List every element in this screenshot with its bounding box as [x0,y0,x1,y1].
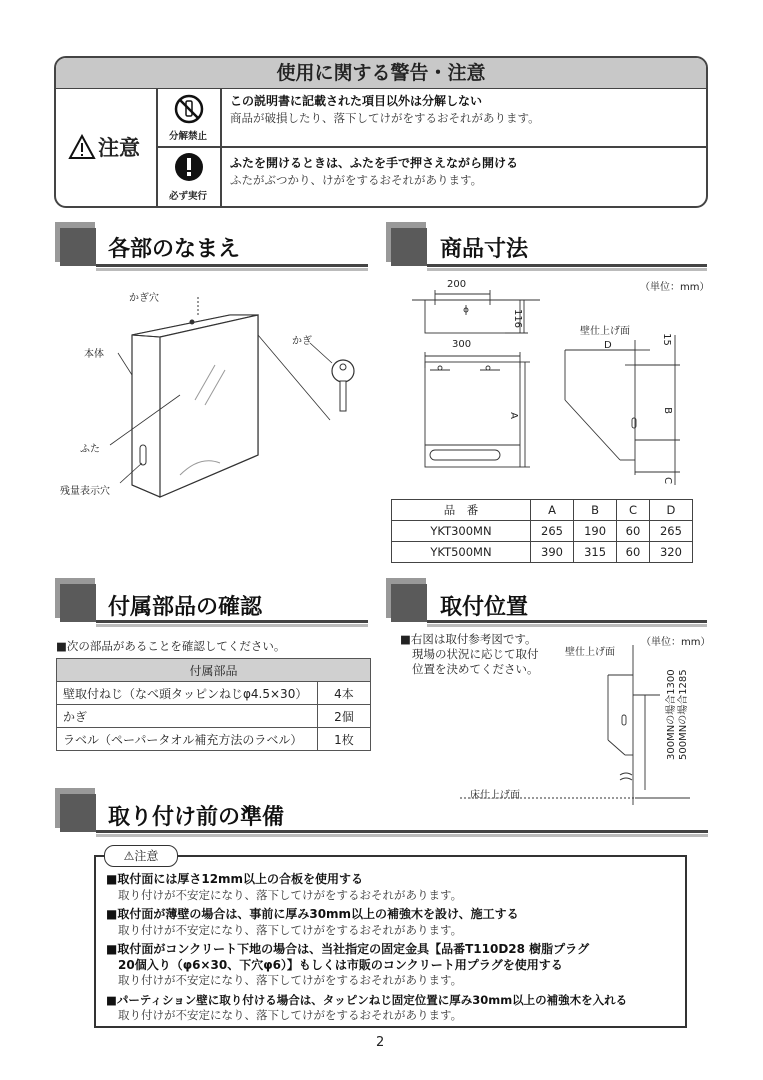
heading-underline [96,624,368,627]
dimension-table [391,499,693,563]
list-item-title: 20個入り（φ6×30、下穴φ6）】もしくは市販のコンクリート用プラグを使用する [118,957,563,972]
heading-mark [60,228,96,266]
heading-underline [96,268,368,271]
list-item-body: 取り付けが不安定になり、落下してけがをするおそれがあります。 [118,922,463,937]
table-row: YKT300MN 265 190 60 265 [392,521,693,542]
label-lid: ふた [80,444,100,455]
list-item-title: ■パーティション壁に取り付ける場合は、タッピンねじ固定位置に厚み30mm以上の補強木を入れる [106,992,628,1007]
list-item-title: ■取付面が薄壁の場合は、事前に厚み30mm以上の補強木を設け、施工する [106,907,519,921]
section-title: 付属部品の確認 [108,595,263,620]
table-header-row: 品 番 A B C D [392,500,693,521]
table-row: かぎ 2個 [57,705,371,728]
heading-underline [96,264,368,267]
label-key: かぎ [292,336,312,347]
section-title: 商品寸法 [440,237,529,262]
section-title: 各部のなまえ [108,237,241,262]
list-item-body: 取り付けが不安定になり、落下してけがをするおそれがあります。 [118,973,463,987]
dim-label: 116 [512,308,524,329]
floor-finish-label: 床仕上げ面 [470,790,520,801]
dimension-diagram [400,280,700,490]
icon-label: 必ず実行 [168,191,207,202]
wall-finish-label: 壁仕上げ面 [565,647,615,658]
dim-label: A [507,412,519,419]
list-item-title: ■取付面には厚さ12mm以上の合板を使用する [106,872,364,886]
mandatory-action-icon [174,152,204,182]
preparation-list [106,872,627,1024]
heading-underline [96,620,368,623]
heading-underline [427,264,707,267]
table-row: 壁取付ねじ（なべ頭タッピンねじφ4.5×30） 4本 [57,682,371,705]
dim-label: C [661,477,673,484]
section-title: 取り付け前の準備 [108,805,285,830]
height-label-500: 500MNの場合1285 [678,669,689,760]
table-header-row: 付属部品 [57,659,371,682]
dim-label: 200 [447,279,467,290]
label-keyhole: かぎ穴 [129,293,159,304]
heading-mark [60,584,96,622]
dim-label: 300 [452,339,472,350]
heading-underline [96,830,708,833]
unit-label: （単位：mm） [641,637,711,648]
warning-triangle-icon [68,134,96,160]
heading-underline [427,624,707,627]
divider [220,88,222,208]
heading-mark [391,228,427,266]
warning-triangle-icon: ⚠ [123,849,135,863]
warning-title: この説明書に記載された項目以外は分解しない [230,94,483,108]
heading-underline [427,620,707,623]
warning-header: 使用に関する警告・注意 [56,58,706,89]
caution-tag: ⚠注意 [104,845,178,867]
list-item-body: 取り付けが不安定になり、落下してけがをするおそれがあります。 [118,1008,463,1022]
warning-body: 商品が破損したり、落下してけがをするおそれがあります。 [230,111,540,125]
wall-finish-label: 壁仕上げ面 [580,326,630,337]
heading-underline [427,268,707,271]
accessories-table [56,658,371,751]
caution-label: 注意 [66,132,154,162]
page-number: 2 [376,1035,385,1050]
warning-box [54,56,708,208]
icon-label: 分解禁止 [168,131,207,142]
parts-diagram [60,285,370,515]
divider [156,146,708,148]
heading-mark [391,584,427,622]
key-icon [332,360,354,411]
section-title: 取付位置 [440,595,529,620]
dim-label: 15 [660,333,672,346]
warning-title: ふたを開けるときは、ふたを手で押さえながら開ける [230,156,519,170]
list-item-body: 取り付けが不安定になり、落下してけがをするおそれがあります。 [118,887,463,902]
unit-label: （単位：mm） [640,282,710,293]
label-body: 本体 [84,349,104,360]
accessories-intro: ■次の部品があることを確認してください。 [56,639,286,653]
warning-body: ふたがぶつかり、けがをするおそれがあります。 [230,173,483,187]
list-item-title: ■取付面がコンクリート下地の場合は、当社指定の固定金具【品番T110D28 樹脂プラグ [106,942,590,956]
label-indicator: 残量表示穴 [60,486,110,497]
height-label-300: 300MNの場合1300 [666,669,677,760]
dim-label: B [661,407,673,414]
dim-label: D [604,340,612,351]
table-row: ラベル（ペーパータオル補充方法のラベル） 1枚 [57,728,371,751]
table-row: YKT500MN 390 315 60 320 [392,542,693,563]
no-disassembly-icon [174,94,204,124]
position-note: ■右図は取付参考図です。 現場の状況に応じて取付 位置を決めてください。 [400,632,539,676]
heading-mark [60,794,96,832]
heading-underline [96,834,708,837]
